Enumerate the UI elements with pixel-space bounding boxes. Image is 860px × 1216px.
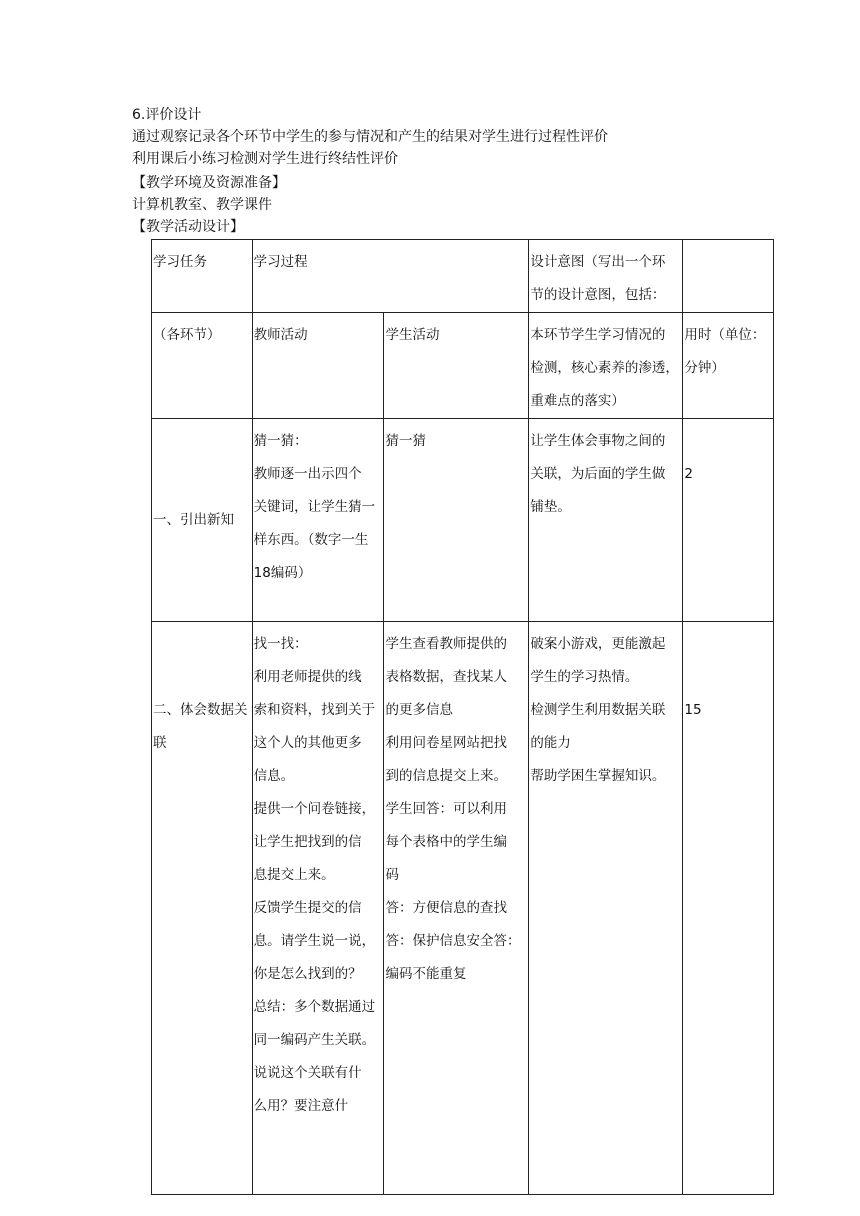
table-row	[152, 419, 774, 622]
row1-time: 2	[683, 419, 774, 622]
env-heading: 【教学环境及资源准备】	[132, 175, 286, 191]
row1-task: 一、引出新知	[152, 419, 253, 622]
row2-task: 二、体会数据关 联	[152, 622, 253, 1195]
activity-table	[151, 239, 774, 1195]
activity-heading: 【教学活动设计】	[132, 219, 244, 235]
row1-student: 猜一猜	[384, 419, 529, 622]
section-title: 6.评价设计	[132, 107, 202, 123]
env-text: 计算机教室、教学课件	[132, 197, 272, 213]
eval-line-2: 利用课后小练习检测对学生进行终结性评价	[132, 151, 398, 167]
table-row	[152, 622, 774, 1195]
row1-teacher: 猜一猜： 教师逐一出示四个 关键词，让学生猜一 样东西。（数字一生 18编码）	[252, 419, 384, 622]
subheader-task: （各环节）	[152, 313, 253, 419]
subheader-student: 学生活动	[384, 313, 529, 419]
subheader-intent: 本环节学生学习情况的 检测，核心素养的渗透， 重难点的落实）	[529, 313, 683, 419]
row2-teacher: 找一找： 利用老师提供的线 索和资料，找到关于 这个人的其他更多 信息。 提供一个问卷链接， 让学生把找到的信 息提交上来。 反馈学生提交的信 息。请学生说一说， 你是怎么找到的？ 总结：多个数据通过 同一编码产生关联。 说说这个关联有什 么用？要注意什	[252, 622, 384, 1195]
table-header-row-1	[152, 240, 774, 313]
row2-intent: 破案小游戏，更能激起 学生的学习热情。 检测学生利用数据关联 的能力 帮助学困生掌握知识。	[529, 622, 683, 1195]
header-process: 学习过程	[252, 240, 529, 313]
eval-line-1: 通过观察记录各个环节中学生的参与情况和产生的结果对学生进行过程性评价	[132, 129, 608, 145]
subheader-teacher: 教师活动	[252, 313, 384, 419]
header-task: 学习任务	[152, 240, 253, 313]
row2-student: 学生查看教师提供的 表格数据，查找某人 的更多信息 利用问卷星网站把找 到的信息提交上来。 学生回答：可以利用 每个表格中的学生编 码 答：方便信息的查找 答：保护信息安全答： 编码不能重复	[384, 622, 529, 1195]
table-header-row-2	[152, 313, 774, 419]
header-intent: 设计意图（写出一个环 节的设计意图，包括：	[529, 240, 683, 313]
subheader-time: 用时（单位： 分钟）	[683, 313, 774, 419]
header-time-blank	[683, 240, 774, 313]
row1-intent: 让学生体会事物之间的 关联，为后面的学生做 铺垫。	[529, 419, 683, 622]
row2-time: 15	[683, 622, 774, 1195]
